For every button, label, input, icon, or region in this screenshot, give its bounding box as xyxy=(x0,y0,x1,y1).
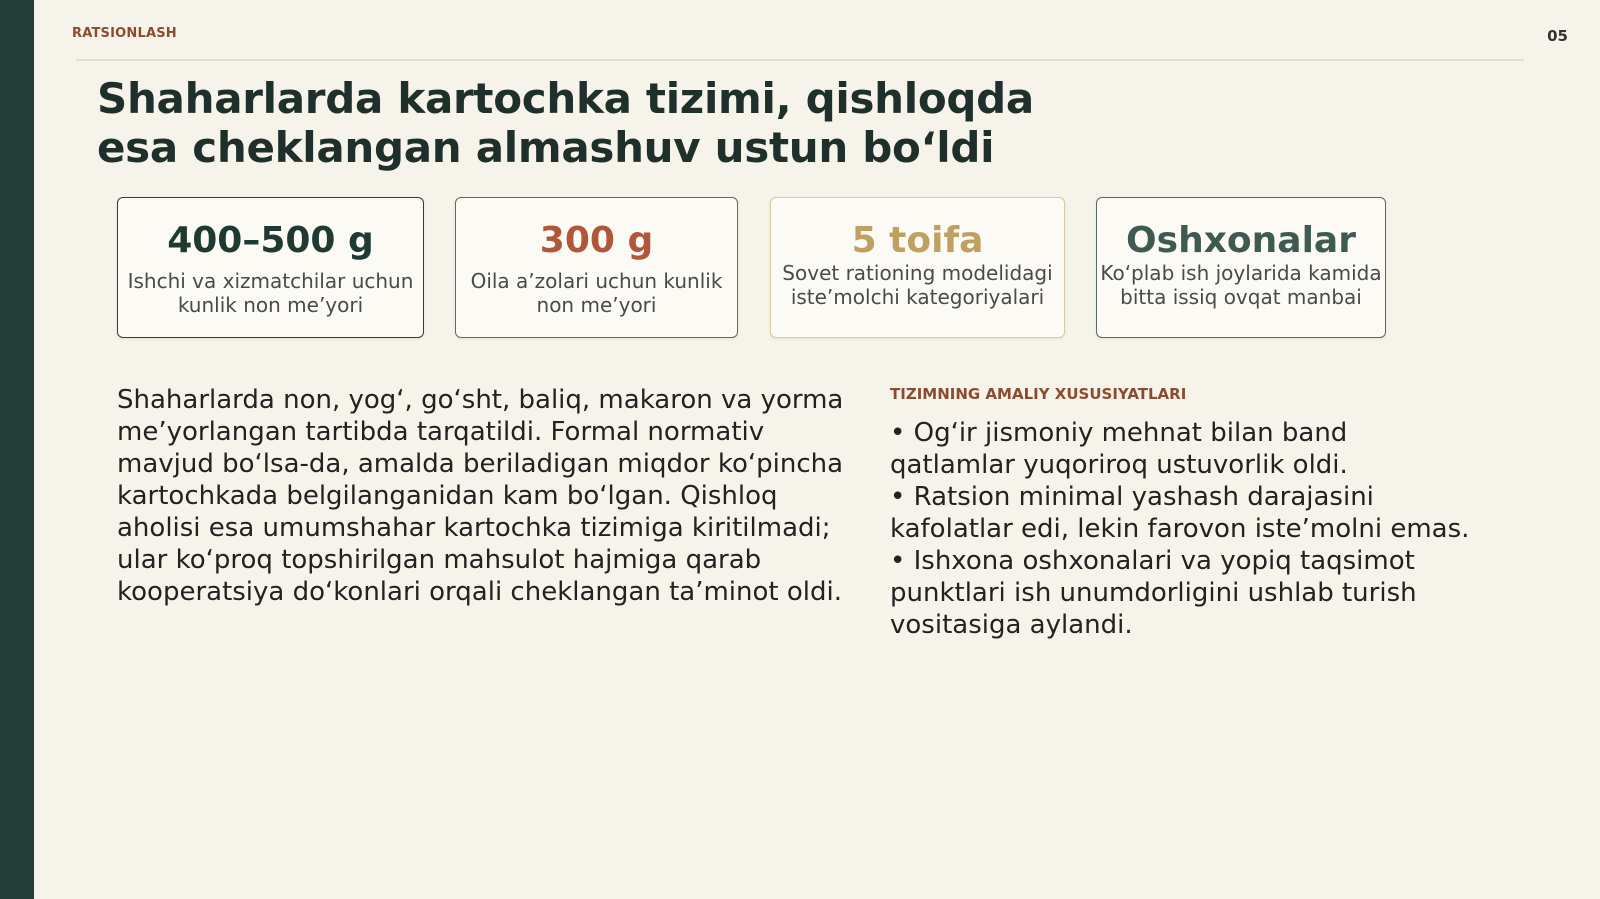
features-list-item: • Og‘ir jismoniy mehnat bilan band qatlamlar yuqoriroq ustuvorlik oldi. xyxy=(890,418,1348,480)
section-label: RATSIONLASH xyxy=(72,26,177,41)
header-divider xyxy=(76,59,1524,61)
stat-value: 5 toifa xyxy=(851,220,984,261)
stat-card-consumer-categories xyxy=(770,197,1065,338)
stat-card-bread-family xyxy=(455,197,738,338)
left-accent-bar xyxy=(0,0,34,899)
stat-description: Sovet rationing modelidagi iste’molchi kategoriyalari xyxy=(782,261,1053,309)
stat-value: 400–500 g xyxy=(167,220,374,261)
stat-card-bread-workers xyxy=(117,197,424,338)
stat-card-canteens xyxy=(1096,197,1386,338)
stat-description: Ko‘plab ish joylarida kamida bitta issiq ovqat manbai xyxy=(1100,261,1382,309)
stat-description: Oila a’zolari uchun kunlik non me’yori xyxy=(470,269,723,317)
slide-title: Shaharlarda kartochka tizimi, qishloqda esa cheklangan almashuv ustun bo‘ldi xyxy=(97,74,1034,172)
features-heading: TIZIMNING AMALIY XUSUSIYATLARI xyxy=(890,385,1187,403)
stat-value: Oshxonalar xyxy=(1126,220,1356,261)
features-list xyxy=(890,417,1470,641)
stat-description: Ishchi va xizmatchilar uchun kunlik non me’yori xyxy=(127,269,414,317)
stat-value: 300 g xyxy=(539,220,654,261)
page-number: 05 xyxy=(1547,27,1568,45)
body-paragraph: Shaharlarda non, yog‘, go‘sht, baliq, makaron va yorma me’yorlangan tartibda tarqatildi. Formal normativ mavjud bo‘lsa-da, amalda beriladigan miqdor ko‘pincha kartochkada belgilanganidan kam bo‘lgan. Qishloq aholisi esa umumshahar kartochka tizimiga kiritilmadi; ular ko‘proq topshirilgan mahsulot hajmiga qarab kooperatsiya do‘konlari orqali cheklangan ta’minot oldi. xyxy=(117,385,844,607)
features-list-item: • Ishxona oshxonalari va yopiq taqsimot punktlari ish unumdorligini ushlab turish vositasiga aylandi. xyxy=(890,546,1417,640)
features-list-item: • Ratsion minimal yashash darajasini kafolatlar edi, lekin farovon iste’molni emas. xyxy=(890,482,1470,544)
